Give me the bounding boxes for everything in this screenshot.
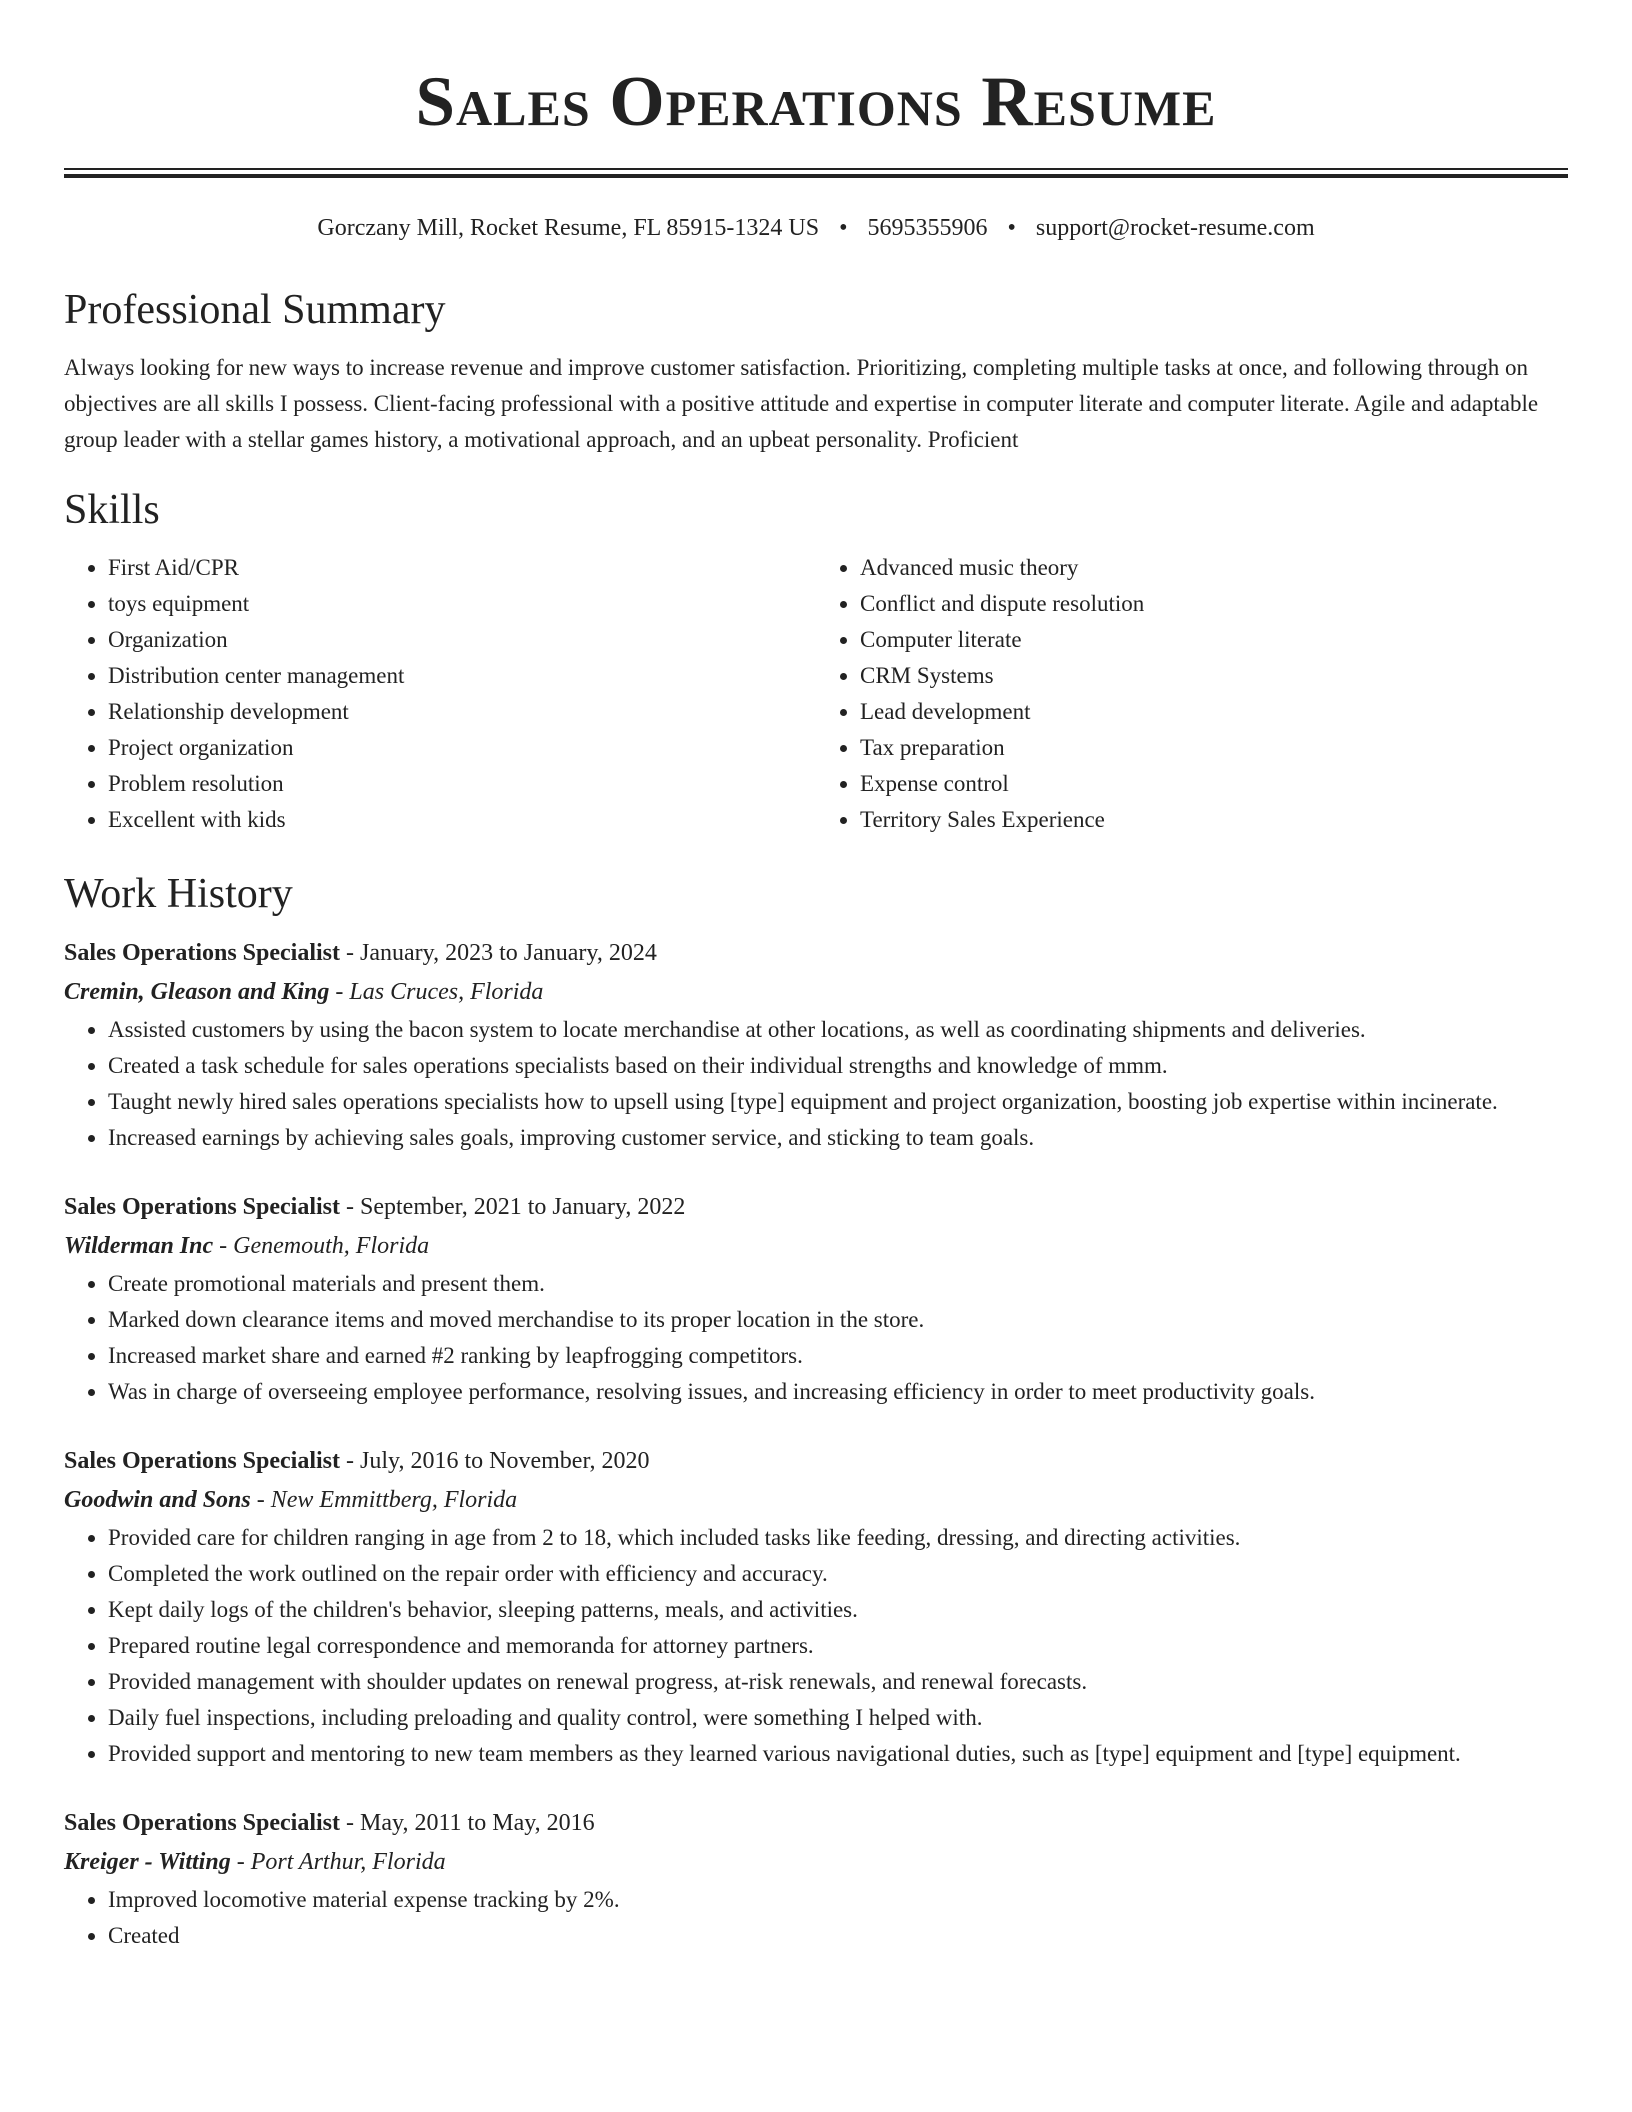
skill-item: • CRM Systems <box>860 658 1568 694</box>
skill-item: • First Aid/CPR <box>108 550 816 586</box>
contact-address: Gorczany Mill, Rocket Resume, FL 85915-1324 US <box>317 215 820 241</box>
skills-column-left <box>64 550 816 838</box>
duty-item: • Create promotional materials and present them. <box>108 1266 1568 1302</box>
job-company-line <box>64 1842 1568 1882</box>
duty-item: • Improved locomotive material expense tracking by 2%. <box>108 1882 1568 1918</box>
job-title: Sales Operations Specialist <box>64 1194 341 1220</box>
skill-item: • Advanced music theory <box>860 550 1568 586</box>
job-title: Sales Operations Specialist <box>64 1810 341 1836</box>
job-duties <box>64 1520 1568 1772</box>
dash-separator: - <box>340 1194 361 1220</box>
contact-separator: • <box>1007 215 1016 241</box>
job-company: Kreiger - Witting <box>64 1849 231 1875</box>
duty-item: • Increased market share and earned #2 ranking by leapfrogging competitors. <box>108 1338 1568 1374</box>
skills-heading: Skills <box>64 487 160 533</box>
job-location: New Emmittberg, Florida <box>270 1487 518 1513</box>
duty-item: • Created <box>108 1918 1568 1954</box>
duty-item: • Marked down clearance items and moved merchandise to its proper location in the store. <box>108 1302 1568 1338</box>
job-company: Wilderman Inc <box>64 1233 214 1259</box>
dash-separator: - <box>340 1810 361 1836</box>
duty-item: • Taught newly hired sales operations specialists how to upsell using [type] equipment and project organization, boosting job expertise within incinerate. <box>108 1084 1568 1120</box>
summary-text: Always looking for new ways to increase revenue and improve customer satisfaction. Prioritizing, completing multiple tasks at once, and following through on objectives are all skills I possess. Client-facing professional with a positive attitude and expertise in computer literate and computer literate. Agile and adaptable group leader with a stellar games history, a motivational approach, and an upbeat personality. Proficient <box>64 355 1539 452</box>
dash-separator: - <box>340 940 361 966</box>
skill-item: • Distribution center management <box>108 658 816 694</box>
job-dates: July, 2016 to November, 2020 <box>360 1448 650 1474</box>
resume-page <box>64 0 1568 1954</box>
job-duties <box>64 1266 1568 1410</box>
duty-item: • Provided management with shoulder updates on renewal progress, at-risk renewals, and renewal forecasts. <box>108 1664 1568 1700</box>
duty-item: • Provided support and mentoring to new team members as they learned various navigational duties, such as [type] equipment and [type] equipment. <box>108 1736 1568 1772</box>
job-company-line <box>64 1480 1568 1520</box>
skills-list <box>64 550 1568 838</box>
skills-column-right <box>816 550 1568 838</box>
job-entry <box>64 1804 1568 1954</box>
duty-item: • Created a task schedule for sales operations specialists based on their individual strengths and knowledge of mmm. <box>108 1048 1568 1084</box>
job-title: Sales Operations Specialist <box>64 1448 341 1474</box>
job-location: Port Arthur, Florida <box>250 1849 446 1875</box>
contact-line <box>64 212 1568 244</box>
job-dates: January, 2023 to January, 2024 <box>360 940 657 966</box>
dash-separator: - <box>340 1448 361 1474</box>
job-dates: September, 2021 to January, 2022 <box>360 1194 686 1220</box>
dash-separator: - <box>329 979 350 1005</box>
skill-item: • Relationship development <box>108 694 816 730</box>
job-duties <box>64 1012 1568 1156</box>
work-history-heading: Work History <box>64 871 293 917</box>
contact-separator: • <box>839 215 848 241</box>
job-entry <box>64 934 1568 1156</box>
skill-item: • Lead development <box>860 694 1568 730</box>
dash-separator: - <box>250 1487 271 1513</box>
skill-item: • Expense control <box>860 766 1568 802</box>
job-location: Genemouth, Florida <box>233 1233 430 1259</box>
job-entry <box>64 1188 1568 1410</box>
duty-item: • Completed the work outlined on the repair order with efficiency and accuracy. <box>108 1556 1568 1592</box>
duty-item: • Assisted customers by using the bacon system to locate merchandise at other locations, as well as coordinating shipments and deliveries. <box>108 1012 1568 1048</box>
job-title-line <box>64 1188 1568 1226</box>
contact-phone: 5695355906 <box>867 215 988 241</box>
duty-item: • Provided care for children ranging in age from 2 to 18, which included tasks like feeding, dressing, and directing activities. <box>108 1520 1568 1556</box>
job-company: Cremin, Gleason and King <box>64 979 330 1005</box>
summary-heading: Professional Summary <box>64 287 446 333</box>
job-title-line <box>64 1442 1568 1480</box>
skill-item: • Computer literate <box>860 622 1568 658</box>
job-dates: May, 2011 to May, 2016 <box>360 1810 595 1836</box>
skill-item: • Territory Sales Experience <box>860 802 1568 838</box>
skill-item: • Organization <box>108 622 816 658</box>
skill-item: • toys equipment <box>108 586 816 622</box>
duty-item: • Was in charge of overseeing employee performance, resolving issues, and increasing efficiency in order to meet productivity goals. <box>108 1374 1568 1410</box>
job-title-line <box>64 1804 1568 1842</box>
dash-separator: - <box>213 1233 234 1259</box>
job-company: Goodwin and Sons <box>64 1487 251 1513</box>
skill-item: • Excellent with kids <box>108 802 816 838</box>
duty-item: • Increased earnings by achieving sales goals, improving customer service, and sticking to team goals. <box>108 1120 1568 1156</box>
resume-title: Sales Operations Resume <box>415 63 1217 141</box>
job-company-line <box>64 972 1568 1012</box>
duty-item: • Kept daily logs of the children's behavior, sleeping patterns, meals, and activities. <box>108 1592 1568 1628</box>
job-company-line <box>64 1226 1568 1266</box>
skill-item: • Project organization <box>108 730 816 766</box>
dash-separator: - <box>230 1849 251 1875</box>
title-divider <box>64 168 1568 178</box>
job-duties <box>64 1882 1568 1954</box>
duty-item: • Daily fuel inspections, including preloading and quality control, were something I helped with. <box>108 1700 1568 1736</box>
skill-item: • Conflict and dispute resolution <box>860 586 1568 622</box>
job-entry <box>64 1442 1568 1772</box>
skill-item: • Tax preparation <box>860 730 1568 766</box>
contact-email: support@rocket-resume.com <box>1035 215 1315 241</box>
job-title-line <box>64 934 1568 972</box>
job-title: Sales Operations Specialist <box>64 940 341 966</box>
job-location: Las Cruces, Florida <box>349 979 544 1005</box>
duty-item: • Prepared routine legal correspondence and memoranda for attorney partners. <box>108 1628 1568 1664</box>
skill-item: • Problem resolution <box>108 766 816 802</box>
